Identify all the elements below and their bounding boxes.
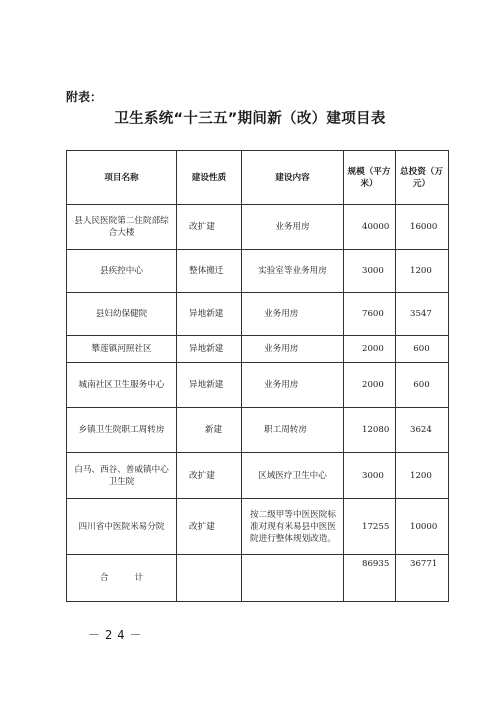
cell-project-name: 四川省中医院米易分院: [67, 499, 177, 555]
cell-construction-content: 区域医疗卫生中心: [242, 453, 344, 499]
appendix-label: 附表：: [66, 90, 103, 104]
cell-construction-content: 实验室等业务用房: [242, 250, 344, 293]
cell-project-name: 县妇幼保健院: [67, 293, 177, 336]
cell-scale: 17255: [344, 499, 396, 555]
cell-construction-content: 职工周转房: [242, 408, 344, 453]
cell-construction-content: 按二级甲等中医医院标准对现有米易县中医医院进行整体规划改造。: [242, 499, 344, 555]
table-row: [67, 250, 449, 293]
table-row: [67, 336, 449, 363]
cell-construction-content: 业务用房: [242, 336, 344, 363]
cell-construction-content: 业务用房: [242, 363, 344, 408]
header-construction-content: 建设内容: [242, 151, 344, 205]
cell-scale: 3000: [344, 250, 396, 293]
cell-scale: 3000: [344, 453, 396, 499]
cell-project-name: 县疾控中心: [67, 250, 177, 293]
header-investment: 总投资（万元）: [396, 151, 449, 205]
total-type-empty: [177, 555, 242, 602]
header-scale: 规模（平方米）: [344, 151, 396, 205]
cell-scale: 2000: [344, 336, 396, 363]
document-title: 卫生系统“十三五”期间新（改）建项目表: [114, 111, 386, 127]
cell-project-name: 乡镇卫生院职工周转房: [67, 408, 177, 453]
table-row: [67, 293, 449, 336]
cell-project-name: 白马、西谷、普威镇中心卫生院: [67, 453, 177, 499]
cell-scale: 12080: [344, 408, 396, 453]
cell-construction-type: 改扩建: [177, 499, 242, 555]
cell-construction-content: 业务用房: [242, 293, 344, 336]
cell-investment: 3624: [396, 408, 449, 453]
cell-investment: 3547: [396, 293, 449, 336]
cell-project-name: 县人民医院第二住院部综合大楼: [67, 205, 177, 250]
table-row: [67, 408, 449, 453]
cell-scale: 40000: [344, 205, 396, 250]
cell-construction-type: 整体搬迁: [177, 250, 242, 293]
total-label: [67, 555, 177, 602]
header-construction-type: 建设性质: [177, 151, 242, 205]
total-content-empty: [242, 555, 344, 602]
cell-construction-type: 改扩建: [177, 453, 242, 499]
total-label-ji: 计: [134, 573, 144, 583]
project-table: [66, 150, 449, 602]
page-number: －24－: [88, 628, 147, 642]
cell-investment: 1200: [396, 250, 449, 293]
cell-scale: 2000: [344, 363, 396, 408]
cell-scale: 7600: [344, 293, 396, 336]
cell-construction-type: 新建: [177, 408, 242, 453]
total-label-he: 合: [99, 573, 109, 583]
header-project-name: 项目名称: [67, 151, 177, 205]
cell-construction-type: 异地新建: [177, 336, 242, 363]
table-header-row: [67, 151, 449, 205]
table-row: [67, 499, 449, 555]
cell-project-name: 城南社区卫生服务中心: [67, 363, 177, 408]
cell-investment: 600: [396, 363, 449, 408]
cell-construction-type: 异地新建: [177, 293, 242, 336]
table-row: [67, 363, 449, 408]
cell-construction-type: 改扩建: [177, 205, 242, 250]
cell-investment: 10000: [396, 499, 449, 555]
cell-construction-type: 异地新建: [177, 363, 242, 408]
cell-investment: 600: [396, 336, 449, 363]
cell-investment: 1200: [396, 453, 449, 499]
total-scale: 86935: [344, 555, 396, 602]
table-row: [67, 453, 449, 499]
cell-project-name: 攀莲镇河照社区: [67, 336, 177, 363]
total-investment: 36771: [396, 555, 449, 602]
table-row: [67, 205, 449, 250]
total-row: [67, 555, 449, 602]
cell-investment: 16000: [396, 205, 449, 250]
cell-construction-content: 业务用房: [242, 205, 344, 250]
